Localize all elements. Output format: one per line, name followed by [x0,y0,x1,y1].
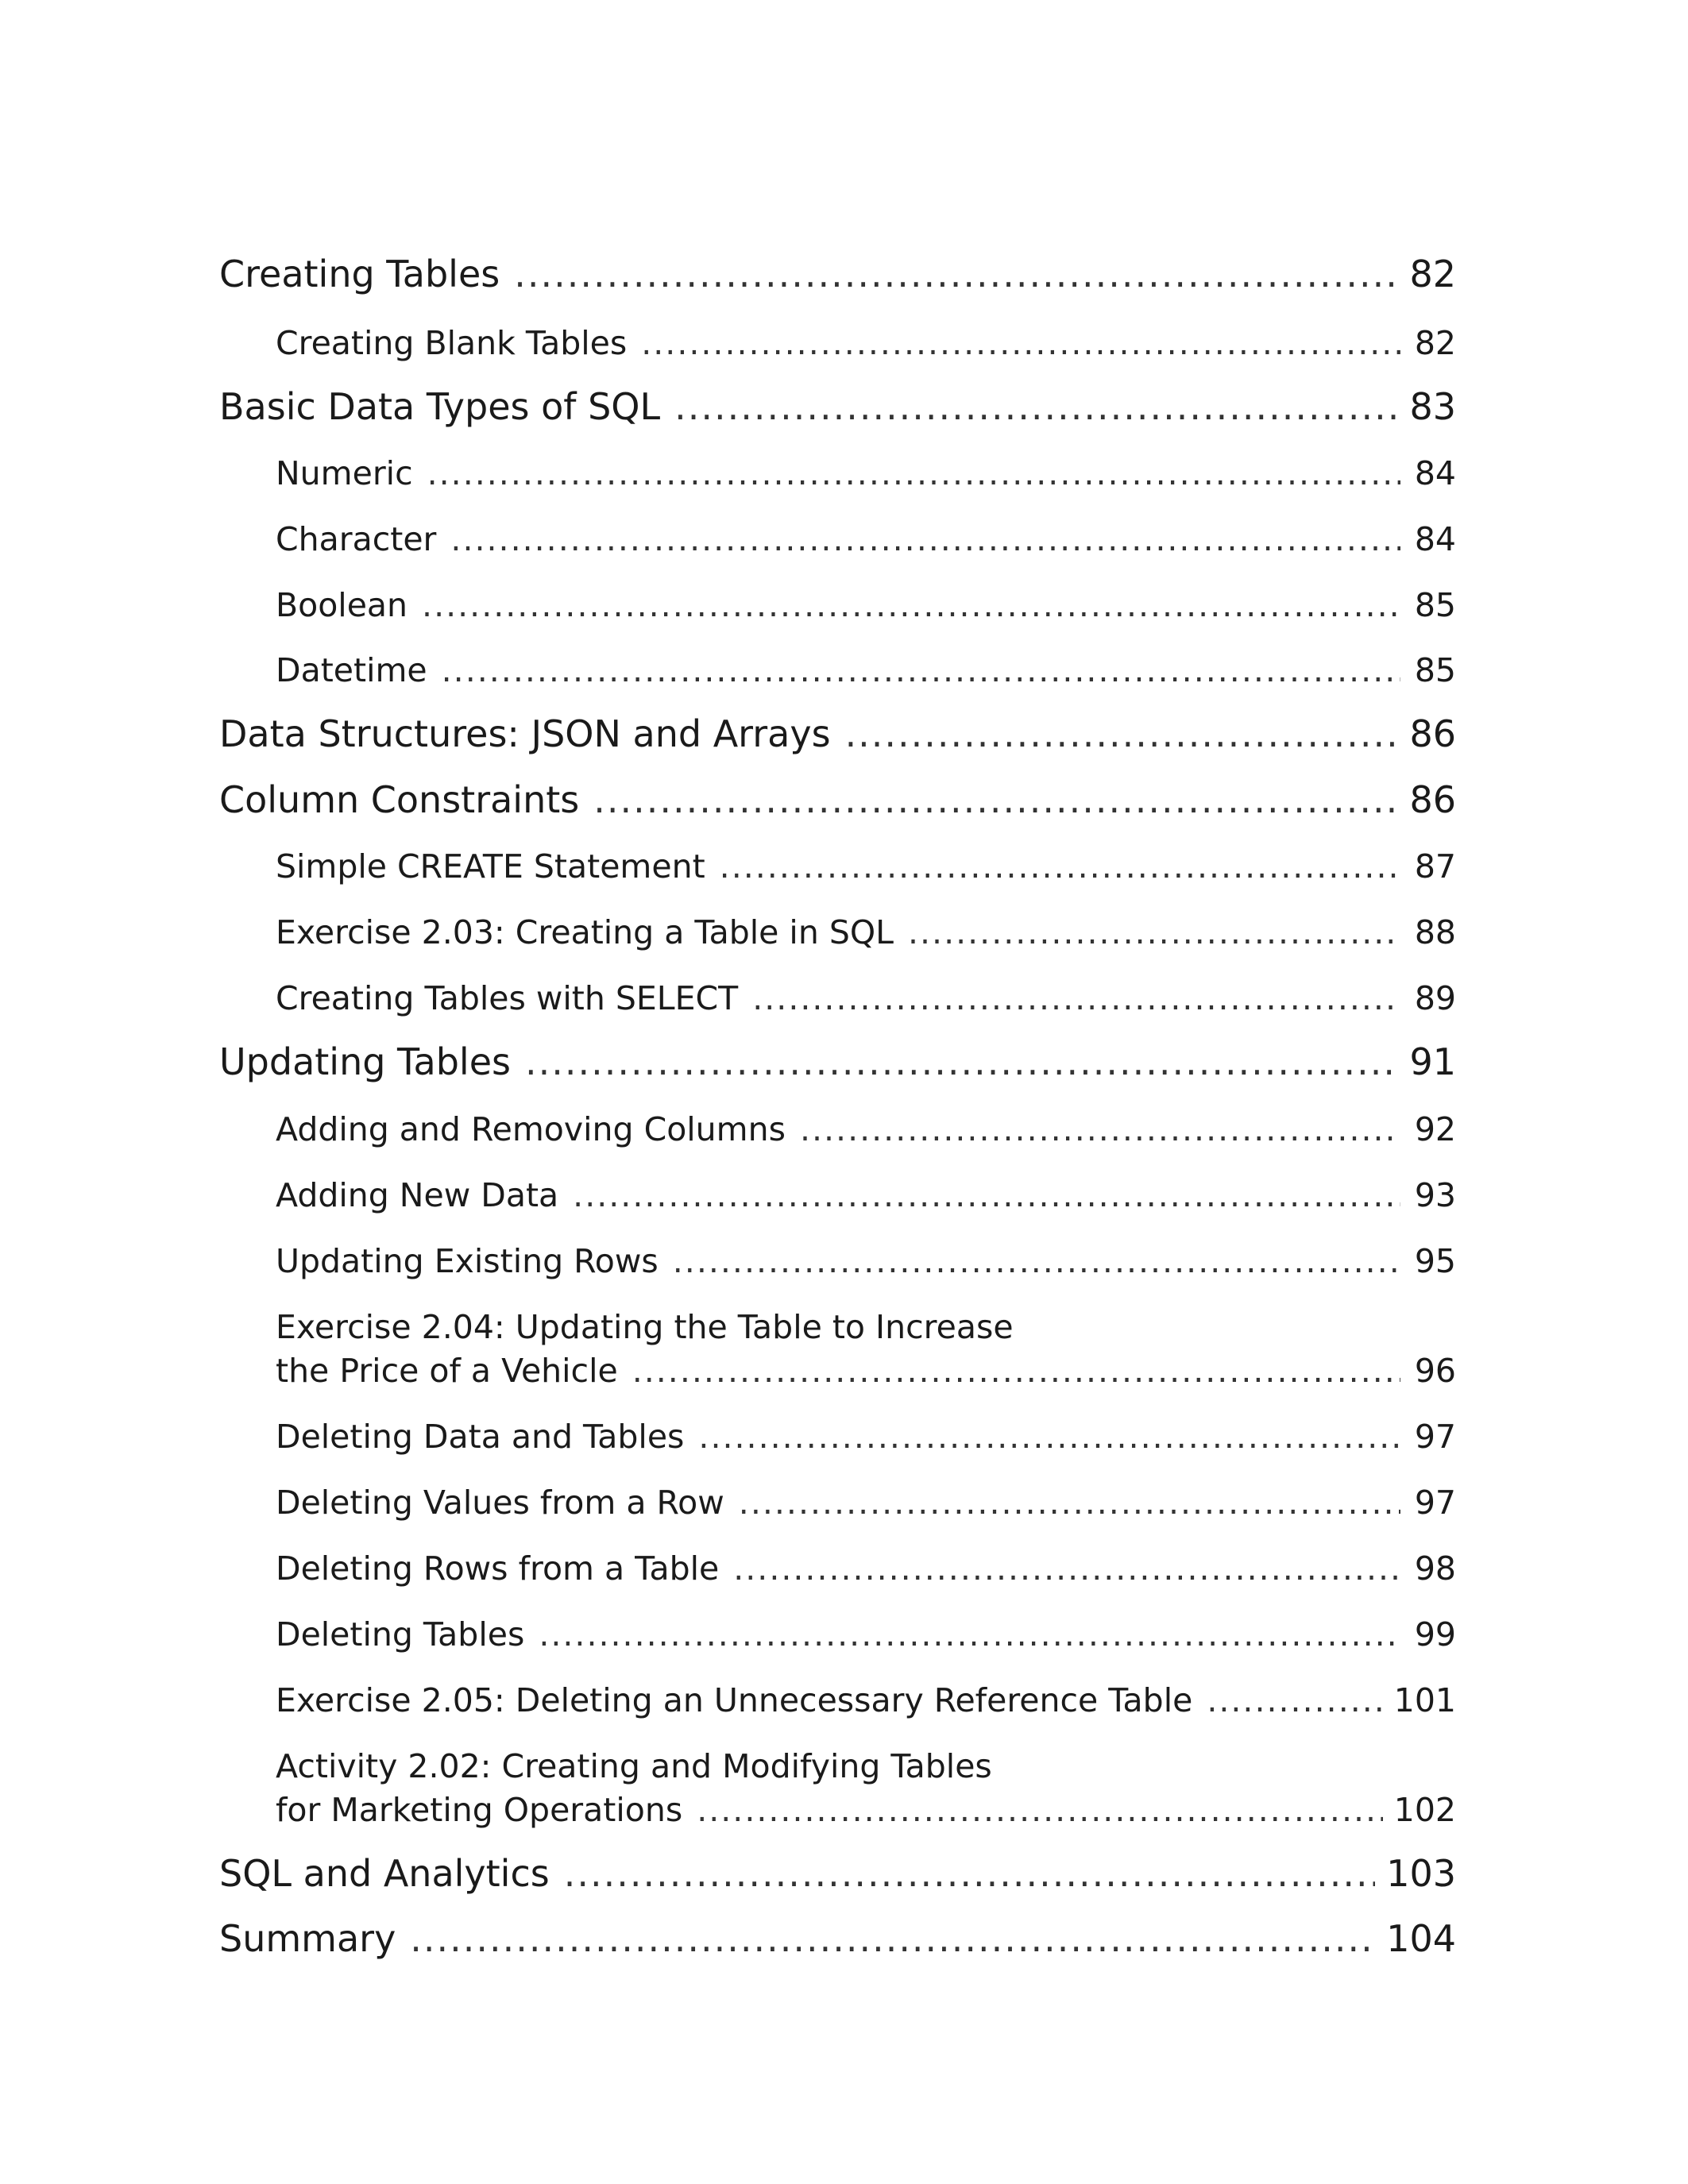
toc-entry[interactable] [219,778,1456,821]
toc-entry-page: 104 [1386,1917,1456,1960]
dot-leader [525,1040,1398,1083]
toc-entry-page: 96 [1414,1352,1456,1390]
toc-entry-title: Basic Data Types of SQL [219,385,661,428]
toc-entry-page: 99 [1414,1615,1456,1653]
toc-entry[interactable] [276,651,1456,689]
toc-entry-page: 85 [1414,586,1456,624]
toc-entry-title: Creating Tables [219,253,500,295]
toc-entry-title: Summary [219,1917,396,1960]
toc-entry-page: 86 [1409,778,1456,821]
toc-entry-page: 98 [1414,1549,1456,1588]
toc-entry-title: Column Constraints [219,778,580,821]
dot-leader [720,847,1400,886]
toc-entry-title-line1: Activity 2.02: Creating and Modifying Tables [276,1747,992,1785]
toc-entry[interactable] [219,385,1456,428]
toc-entry[interactable] [276,913,1456,951]
toc-entry-page: 97 [1414,1418,1456,1456]
toc-entry[interactable] [276,1418,1456,1456]
toc-entry-title: Updating Existing Rows [276,1242,659,1280]
toc-entry-page: 92 [1414,1110,1456,1148]
toc-entry-page: 103 [1386,1852,1456,1895]
toc-entry[interactable] [276,454,1456,492]
toc-entry-page: 87 [1414,847,1456,886]
dot-leader [800,1110,1400,1148]
toc-entry-title: Deleting Data and Tables [276,1418,685,1456]
toc-entry-title: Adding New Data [276,1176,559,1214]
toc-entry-title: Exercise 2.03: Creating a Table in SQL [276,913,894,951]
dot-leader [739,1484,1400,1522]
toc-entry[interactable] [276,1352,1456,1390]
toc-entry[interactable] [276,847,1456,886]
toc-entry-title: Boolean [276,586,408,624]
toc-entry-page: 102 [1393,1791,1456,1829]
toc-entry-page: 93 [1414,1176,1456,1214]
dot-leader [450,520,1400,558]
toc-entry[interactable] [276,520,1456,558]
dot-leader [632,1352,1400,1390]
toc-entry-title: Creating Blank Tables [276,324,628,362]
toc-entry-title: Datetime [276,651,427,689]
dot-leader [698,1418,1400,1456]
dot-leader [564,1852,1375,1895]
toc-entry-title-line1: Exercise 2.04: Updating the Table to Increase [276,1308,1014,1346]
toc-entry-page: 84 [1414,454,1456,492]
toc-entry-page: 95 [1414,1242,1456,1280]
toc-entry[interactable] [219,1040,1456,1083]
toc-entry[interactable] [276,324,1456,362]
dot-leader [573,1176,1400,1214]
dot-leader [410,1917,1375,1960]
toc-entry-page: 82 [1409,253,1456,295]
toc-entry[interactable] [219,1917,1456,1960]
dot-leader [422,586,1400,624]
toc-entry[interactable] [276,979,1456,1017]
toc-entry[interactable] [276,1484,1456,1522]
dot-leader [673,1242,1400,1280]
toc-entry-title: for Marketing Operations [276,1791,683,1829]
dot-leader [1207,1681,1382,1719]
toc-entry-title: Deleting Rows from a Table [276,1549,720,1588]
toc-entry-title: Deleting Tables [276,1615,525,1653]
dot-leader [641,324,1400,362]
toc-entry[interactable] [276,586,1456,624]
dot-leader [674,385,1398,428]
toc-entry[interactable] [276,1110,1456,1148]
toc-entry-page: 101 [1393,1681,1456,1719]
toc-entry[interactable] [276,1791,1456,1829]
toc-entry-page: 89 [1414,979,1456,1017]
toc-entry-page: 84 [1414,520,1456,558]
toc-entry-page: 97 [1414,1484,1456,1522]
toc-entry-title: Simple CREATE Statement [276,847,705,886]
dot-leader [733,1549,1400,1588]
toc-entry-title: Updating Tables [219,1040,511,1083]
toc-entry[interactable] [276,1681,1456,1719]
toc-entry[interactable] [276,1242,1456,1280]
dot-leader [697,1791,1383,1829]
dot-leader [442,651,1400,689]
toc-entry-title: SQL and Analytics [219,1852,550,1895]
toc-entry-title: Creating Tables with SELECT [276,979,739,1017]
toc-entry-title: Deleting Values from a Row [276,1484,724,1522]
toc-entry-page: 82 [1414,324,1456,362]
toc-entry[interactable] [219,253,1456,295]
toc-entry-title: Data Structures: JSON and Arrays [219,712,831,755]
toc-entry-title: Adding and Removing Columns [276,1110,786,1148]
dot-leader [539,1615,1400,1653]
toc-entry-title: Numeric [276,454,413,492]
dot-leader [908,913,1400,951]
toc-entry-page: 86 [1409,712,1456,755]
toc-entry-page: 91 [1409,1040,1456,1083]
toc-entry-title: the Price of a Vehicle [276,1352,618,1390]
toc-entry-title: Exercise 2.05: Deleting an Unnecessary Reference Table [276,1681,1193,1719]
toc-entry[interactable] [219,712,1456,755]
dot-leader [427,454,1400,492]
dot-leader [593,778,1398,821]
dot-leader [514,253,1398,295]
toc-entry[interactable] [219,1852,1456,1895]
dot-leader [845,712,1399,755]
dot-leader [752,979,1400,1017]
toc-entry[interactable] [276,1615,1456,1653]
toc-entry[interactable] [276,1176,1456,1214]
toc-entry-page: 88 [1414,913,1456,951]
toc-entry-page: 85 [1414,651,1456,689]
toc-entry[interactable] [276,1549,1456,1588]
toc-entry-title: Character [276,520,437,558]
toc-entry-page: 83 [1409,385,1456,428]
